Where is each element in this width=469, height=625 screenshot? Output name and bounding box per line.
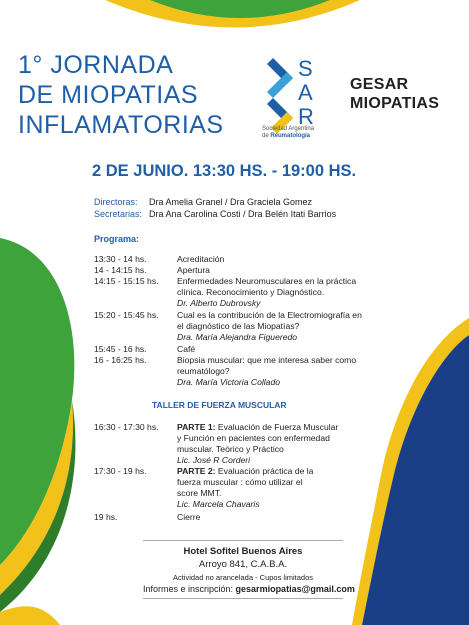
sar-letter-r: R — [298, 104, 314, 129]
schedule-desc: Acreditación — [177, 254, 225, 264]
schedule-desc: el diagnóstico de las Miopatías? — [177, 321, 300, 331]
title-line-1: 1° JORNADA — [18, 51, 174, 79]
taller-desc-text: Evaluación práctica de la — [215, 466, 314, 476]
schedule-time: 15:20 - 15:45 hs. — [94, 310, 159, 320]
contact-label: Informes e inscripción: — [143, 584, 236, 594]
schedule-speaker: Dr. Alberto Dubrovsky — [177, 298, 261, 308]
directoras-label: Directoras: — [94, 197, 138, 207]
contact-email[interactable]: gesarmiopatias@gmail.com — [235, 584, 355, 594]
secretarias-label: Secretarias: — [94, 209, 143, 219]
schedule-desc: clínica. Reconocimiento y Diagnóstico. — [177, 287, 325, 297]
right-blue-swoosh — [362, 335, 469, 625]
taller-desc: y Función en pacientes con enfermedad — [177, 433, 330, 443]
taller-desc — [177, 466, 367, 477]
schedule-desc: Café — [177, 344, 196, 354]
venue-note: Actividad no arancelada - Cupos limitados — [172, 573, 314, 582]
secretarias-row — [94, 209, 336, 219]
schedule-time: 14:15 - 15:15 hs. — [94, 276, 159, 286]
schedule-desc: Apertura — [177, 265, 210, 275]
sar-ribbon-icon — [267, 58, 293, 134]
taller-desc: Cierre — [177, 512, 201, 522]
schedule-desc: Cual es la contribución de la Electromiografía en — [177, 310, 362, 320]
schedule-desc: Enfermedades Neuromusculares en la práctica — [177, 276, 357, 286]
taller-desc: fuerza muscular : cómo utilizar el — [177, 477, 303, 487]
schedule-desc: reumatólogo? — [177, 366, 230, 376]
contact-line — [143, 584, 355, 594]
schedule-time: 14 - 14:15 hs. — [94, 265, 147, 275]
taller-speaker: Lic. Marcela Chavaris — [177, 499, 260, 509]
taller-part-label: PARTE 2: — [177, 466, 216, 476]
directoras-row — [94, 197, 312, 207]
sar-tagline — [262, 126, 314, 140]
sar-tagline-prefix: de — [262, 133, 271, 139]
schedule-time: 13:30 - 14 hs. — [94, 254, 147, 264]
taller-desc-text: Evaluación de Fuerza Muscular — [215, 422, 339, 432]
schedule-speaker: Dra. María Victoria Collado — [177, 377, 281, 387]
taller-desc — [177, 422, 367, 433]
sar-tagline-line-2 — [262, 133, 314, 140]
programa-heading: Programa: — [94, 234, 140, 244]
divider — [143, 598, 343, 599]
divider — [143, 540, 343, 541]
sar-letter-a: A — [298, 80, 313, 105]
venue-address: Arroyo 841, C.A.B.A. — [198, 559, 288, 570]
title-line-2: DE MIOPATIAS — [18, 81, 199, 109]
event-title — [18, 50, 224, 140]
schedule-desc: Biopsia muscular: que me interesa saber como — [177, 355, 357, 365]
bottom-left-yellow — [0, 606, 60, 625]
schedule-speaker: Dra. María Alejandra Figueredo — [177, 332, 298, 342]
taller-heading: TALLER DE FUERZA MUSCULAR — [152, 400, 287, 410]
taller-desc: muscular. Teórico y Práctico — [177, 444, 284, 454]
gesar-line-2: MIOPATIAS — [350, 95, 440, 112]
taller-time: 16:30 - 17:30 hs. — [94, 422, 159, 432]
venue-name: Hotel Sofitel Buenos Aires — [183, 546, 303, 557]
directoras-value: Dra Amelia Granel / Dra Graciela Gomez — [149, 197, 313, 207]
secretarias-value: Dra Ana Carolina Costi / Dra Belén Itati Barrios — [149, 209, 337, 219]
taller-time: 17:30 - 19 hs. — [94, 466, 147, 476]
sar-tagline-strong: Reumatología — [270, 133, 311, 139]
sar-letter-s: S — [298, 56, 313, 81]
schedule-time: 15:45 - 16 hs. — [94, 344, 147, 354]
sar-tagline-line-1: Sociedad Argentina — [262, 126, 315, 132]
taller-part-label: PARTE 1: — [177, 422, 216, 432]
gesar-logo — [350, 75, 439, 113]
title-line-3: INFLAMATORIAS — [18, 111, 224, 139]
taller-desc: score MMT. — [177, 488, 222, 498]
taller-time: 19 hs. — [94, 512, 118, 522]
gesar-line-1: GESAR — [350, 76, 409, 93]
taller-speaker: Lic. José R Corderi — [177, 455, 251, 465]
event-date: 2 DE JUNIO. 13:30 HS. - 19:00 HS. — [92, 162, 357, 180]
schedule-time: 16 - 16:25 hs. — [94, 355, 147, 365]
